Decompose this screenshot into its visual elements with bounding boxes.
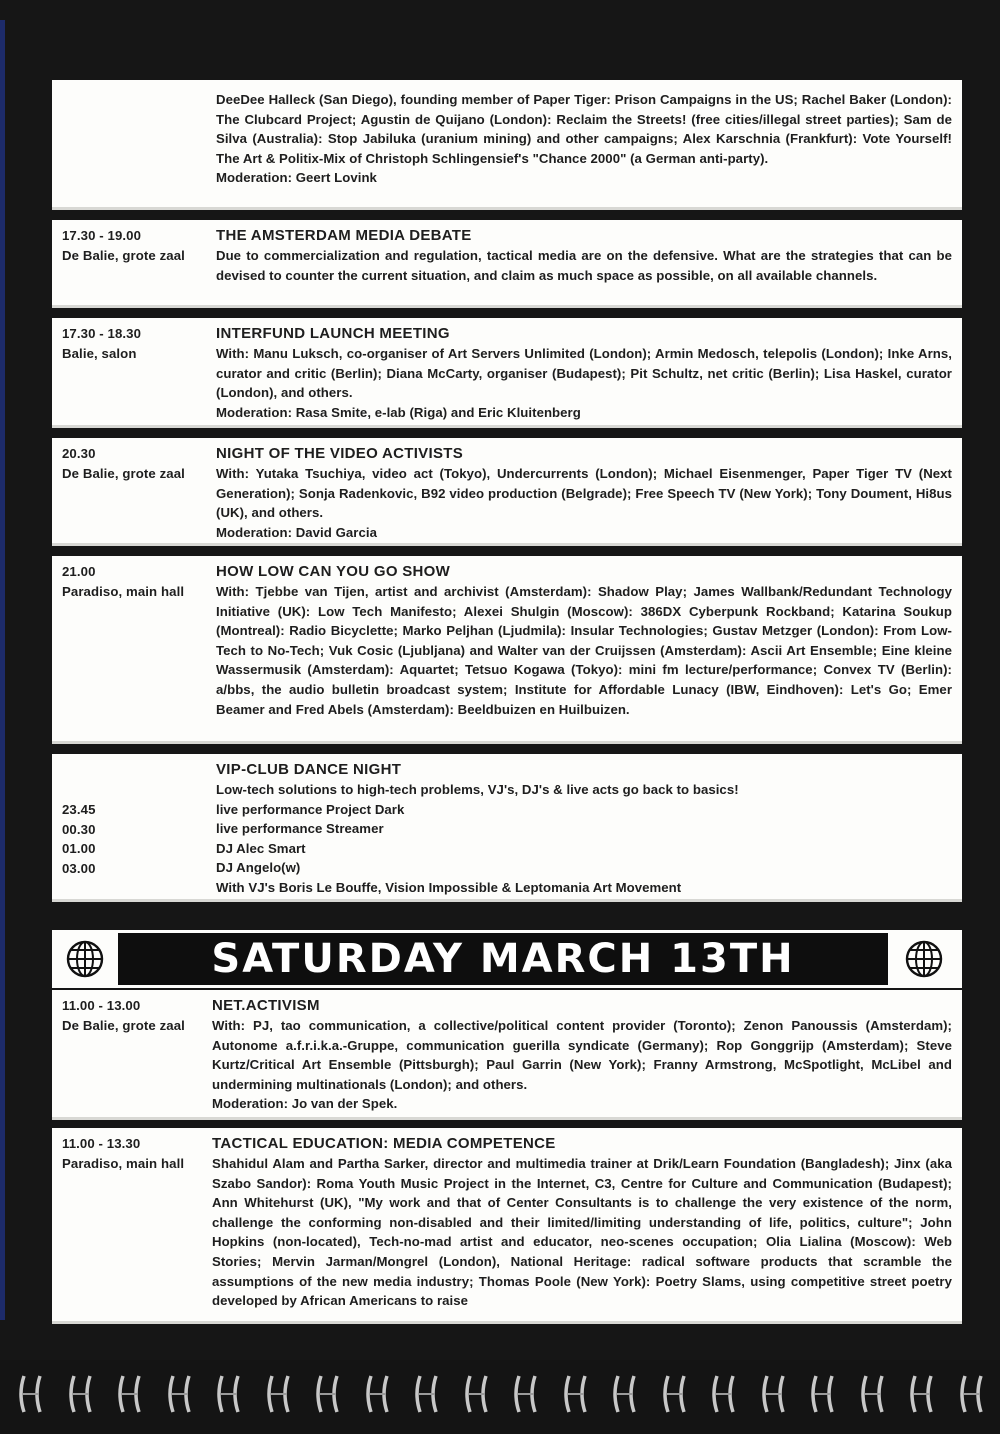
vip-times [62,800,212,878]
vip-slot-time: 00.30 [62,821,96,837]
binding-ring [810,1374,840,1414]
event-body: With: PJ, tao communication, a collective/political content provider (Toronto); Zenon Panoussis (Amsterdam); Autonome a.f.r.i.k.a.-Gruppe, communication guerilla syndicate (Germany); Rop Gonggrijp (Amsterdam); Steve Kurtz/Critical Art Ensemble (Pittsburgh); Paul Garrin (New York); Franny Armstrong, McSpotlight, McLibel and undermining multinationals (London); and others. [212,1018,952,1092]
binder-edge [0,20,5,1320]
binding-ring [464,1374,494,1414]
binding-ring [513,1374,543,1414]
event-title: INTERFUND LAUNCH MEETING [216,325,450,342]
event-title: THE AMSTERDAM MEDIA DEBATE [216,227,472,244]
event-time: 17.30 - 18.30 [62,326,142,341]
binding-ring [909,1374,939,1414]
vip-slot-act: live performance Streamer [216,821,384,837]
event-time: 20.30 [62,446,96,461]
event-moderation: Moderation: David Garcia [216,524,377,540]
binding-ring [711,1374,741,1414]
globe-icon [65,939,105,979]
event-details [216,226,952,285]
event-when-where [62,444,212,483]
event-title: HOW LOW CAN YOU GO SHOW [216,563,451,580]
binding-ring [68,1374,98,1414]
binding-ring [315,1374,345,1414]
vip-slot-act: live performance Project Dark [216,801,405,817]
vip-slot-act: DJ Angelo(w) [216,860,301,876]
event-moderation: Moderation: Geert Lovink [216,170,377,186]
event-details [212,996,952,1114]
day-heading: SATURDAY MARCH 13TH [118,933,888,985]
event-title: TACTICAL EDUCATION: MEDIA COMPETENCE [212,1135,556,1152]
event-card-continued [52,80,962,210]
event-venue: Paradiso, main hall [62,1155,185,1171]
event-details [212,1134,952,1311]
event-details [216,90,952,188]
event-when-where [62,996,212,1035]
event-card [52,220,962,308]
vip-intro: Low-tech solutions to high-tech problems, VJ's, DJ's & live acts go back to basics! [216,782,739,797]
event-details [216,760,952,898]
event-card [52,1128,962,1324]
event-venue: De Balie, grote zaal [62,1017,185,1033]
event-when-where [62,562,212,601]
event-time: 11.00 - 13.30 [62,1136,141,1151]
event-when-where [62,226,212,265]
binding-ring [860,1374,890,1414]
event-details [216,444,952,542]
event-body: With: Yutaka Tsuchiya, video act (Tokyo), Undercurrents (London); Michael Eisenmenger, Paper Tiger TV (Next Generation); Sonja Radenkovic, B92 video production (Belgrade); Free Speech TV (New York); Tony Doument, Hi8us (UK), and others. [216,466,952,521]
event-moderation: Moderation: Jo van der Spek. [212,1096,398,1112]
vip-slot-act: DJ Alec Smart [216,840,306,856]
day-banner [52,930,962,988]
vip-slot-time: 23.45 [62,802,96,817]
event-card [52,318,962,428]
event-moderation: Moderation: Rasa Smite, e-lab (Riga) and Eric Kluitenberg [216,404,581,420]
binding-ring [365,1374,395,1414]
binding-ring [563,1374,593,1414]
event-details [216,562,952,719]
event-card [52,556,962,744]
event-title: NET.ACTIVISM [212,997,320,1014]
binding-ring [414,1374,444,1414]
vip-slot-time: 01.00 [62,841,96,857]
event-time: 17.30 - 19.00 [62,228,142,243]
event-when-where [62,324,212,363]
event-title: VIP-CLUB DANCE NIGHT [216,761,402,778]
event-title: NIGHT OF THE VIDEO ACTIVISTS [216,445,464,462]
event-body: Due to commercialization and regulation, tactical media are on the defensive. What are the strategies that can be devised to counter the current situation, and claim as much space as possible, on all available channels. [216,248,952,283]
event-body: With: Tjebbe van Tijen, artist and archivist (Amsterdam): Shadow Play; James Wallbank/Redundant Technology Initiative (UK): Low Tech Manifesto; Alexei Shulgin (Moscow): 386DX Cyberpunk Rockband; Katarina Soukup (Montreal): Radio Bicyclette; Marko Peljhan (Ljudmila): Insular Technologies; Gustav Metzger (London): From Low-Tech to No-Tech; Vuk Cosic (Ljubljana) and Walter van der Cruijssen (Amsterdam): Ascii Art Ensemble; Eine kleine Wassermusik (Amsterdam): Aquartet; Tetsuo Kogawa (Tokyo): mini fm lecture/performance; Convex TV (Berlin): a/bbs, the audio bulletin broadcast system; Institute for Affordable Lunacy (IBW, Eindhoven): Let's Go; Emer Beamer and Fred Abels (Amsterdam): Beeldbuizen en Huilbuizen. [216,584,952,717]
event-venue: Balie, salon [62,345,137,361]
event-body: With: Manu Luksch, co-organiser of Art Servers Unlimited (London); Armin Medosch, telepolis (London); Inke Arns, curator and critic (Berlin); Diana McCarty, organiser (Budapest); Pit Schultz, net critic (Berlin); Lisa Haskel, curator (London), and others. [216,346,952,401]
binding-ring [959,1374,989,1414]
event-card-vip [52,754,962,902]
event-venue: De Balie, grote zaal [62,247,185,263]
binding-ring [266,1374,296,1414]
binding-ring [612,1374,642,1414]
binding-ring [662,1374,692,1414]
binding-ring [761,1374,791,1414]
event-card [52,438,962,546]
event-details [216,324,952,422]
binding-ring [167,1374,197,1414]
event-venue: Paradiso, main hall [62,583,185,599]
event-when-where [62,1134,212,1173]
spiral-binding [0,1360,1000,1434]
event-card [52,990,962,1120]
binding-ring [18,1374,48,1414]
binding-ring [117,1374,147,1414]
vip-slot-time: 03.00 [62,860,96,876]
event-body: DeeDee Halleck (San Diego), founding member of Paper Tiger: Prison Campaigns in the US; Rachel Baker (London): The Clubcard Project; Agustin de Quijano (London): Reclaim the Streets! (free cities/illegal street parties); Sam de Silva (Australia): Stop Jabiluka (uranium mining) and other campaigns; Alex Karschnia (Frankfurt): Vote Yourself! The Art & Politix-Mix of Christoph Schlingensief's "Chance 2000" (a German anti-party). [216,92,952,166]
event-body: Shahidul Alam and Partha Sarker, director and multimedia trainer at Drik/Learn Foundation (Bangladesh); Jinx (aka Szabo Sandor): Roma Youth Music Project in the Internet, C3, Centre for Culture and Communication (Budapest); Ann Whitehurst (UK), "My work and that of Center Consultants is to challenge the very existence of the norm, challenge the conforming non-disabled and their limited/limiting understanding of life, politics, culture"; John Hopkins (non-located), Tech-no-mad artist and educator, neo-scenes occupation; Olia Lialina (Moscow): Web Stories; Mervin Jarman/Mongrel (London), National Heritage: radical software products that scramble the assumptions of the new media industry; Thomas Poole (New York): Poetry Slams, using competitive street poetry developed by African Americans to raise [212,1156,952,1309]
event-time: 11.00 - 13.00 [62,998,141,1013]
event-venue: De Balie, grote zaal [62,465,185,481]
event-time: 21.00 [62,564,96,579]
vip-footer: With VJ's Boris Le Bouffe, Vision Impossible & Leptomania Art Movement [216,879,682,895]
binding-ring [216,1374,246,1414]
globe-icon [904,939,944,979]
